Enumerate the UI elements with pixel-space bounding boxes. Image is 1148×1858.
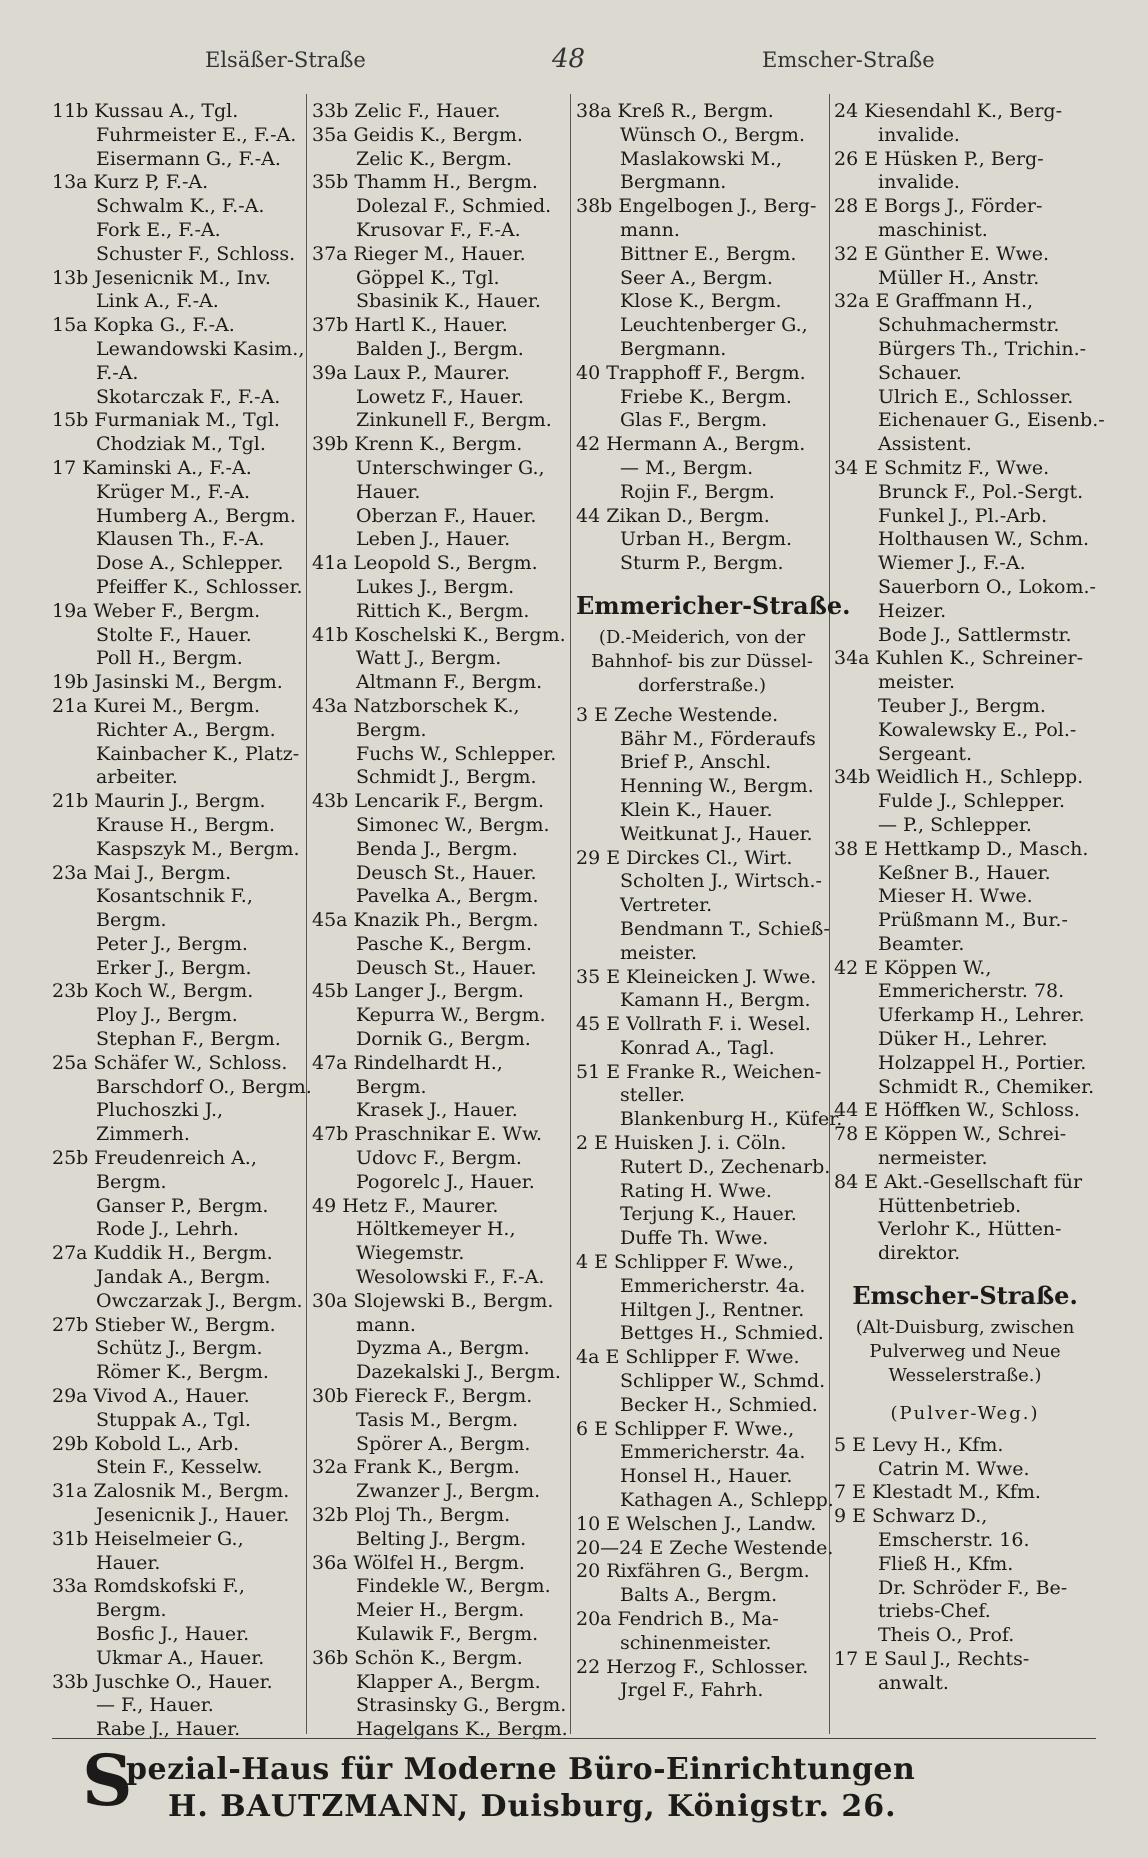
directory-entry: Sturm P., Bergm. [620, 552, 784, 575]
directory-entry: Bähr M., Förderaufs [620, 727, 816, 750]
directory-entry: Funkel J., Pl.-Arb. [878, 504, 1048, 527]
directory-entry: Teuber J., Bergm. [878, 694, 1046, 717]
directory-entry: 41b Koschelski K., Bergm. [312, 623, 566, 646]
directory-entry: 23a Mai J., Bergm. [52, 861, 232, 884]
directory-entry: Dornik G., Bergm. [356, 1028, 531, 1051]
directory-entry: 37b Hartl K., Hauer. [312, 314, 508, 337]
directory-entry: Jesenicnik J., Hauer. [96, 1504, 290, 1527]
directory-entry: Becker H., Schmied. [620, 1393, 818, 1416]
directory-entry: meister. [878, 671, 956, 694]
directory-entry: Uferkamp H., Lehrer. [878, 1004, 1085, 1027]
directory-entry: Chodziak M., Tgl. [96, 433, 266, 456]
directory-entry: Udovc F., Bergm. [356, 1147, 522, 1170]
directory-entry: Klein K., Hauer. [620, 798, 773, 821]
advertisement [82, 1739, 1096, 1824]
directory-entry: Fork E., F.-A. [96, 218, 221, 241]
directory-entry: 21b Maurin J., Bergm. [52, 790, 266, 813]
directory-entry: 45a Knazik Ph., Bergm. [312, 909, 539, 932]
directory-entry: Stolte F., Hauer. [96, 623, 252, 646]
directory-entry: Dolezal F., Schmied. [356, 195, 552, 218]
directory-entry: 28 E Borgs J., Förder- [834, 195, 1043, 218]
directory-entry: Kaspszyk M., Bergm. [96, 837, 300, 860]
directory-entry: Müller H., Anstr. [878, 266, 1040, 289]
directory-entry: Seer A., Bergm. [620, 266, 773, 289]
directory-entry: Hauer. [356, 480, 421, 503]
directory-entry: 78 E Köppen W., Schrei- [834, 1123, 1067, 1146]
directory-entry: Bergm. [356, 718, 427, 741]
directory-entry: Lowetz F., Hauer. [356, 385, 525, 408]
directory-entry: Glas F., Bergm. [620, 409, 768, 432]
directory-entry: Rode J., Lehrh. [96, 1218, 239, 1241]
directory-entry: Erker J., Bergm. [96, 956, 252, 979]
directory-entry: Poll H., Bergm. [96, 647, 243, 670]
directory-entry: Pfeiffer K., Schlosser. [96, 575, 303, 598]
directory-entry: Fließ H., Kfm. [878, 1552, 1014, 1575]
directory-entry: Benda J., Bergm. [356, 837, 518, 860]
directory-entry: Heizer. [878, 599, 947, 622]
directory-entry: Jandak A., Bergm. [96, 1266, 271, 1289]
directory-entry: Schuhmachermstr. [878, 314, 1060, 337]
directory-entry: Verlohr K., Hütten- [878, 1218, 1062, 1241]
directory-entry: Duffe Th. Wwe. [620, 1227, 769, 1250]
directory-entry: Mieser H. Wwe. [878, 885, 1033, 908]
directory-entry: Dazekalski J., Bergm. [356, 1361, 561, 1384]
directory-entry: Deusch St., Hauer. [356, 956, 537, 979]
directory-entry: Kamann H., Bergm. [620, 989, 811, 1012]
directory-entry: Fuhrmeister E., F.-A. [96, 123, 297, 146]
column-3 [576, 100, 851, 1725]
directory-entry: Strasinsky G., Bergm. [356, 1694, 567, 1717]
directory-entry: Kainbacher K., Platz- [96, 742, 300, 765]
directory-entry: direktor. [878, 1242, 961, 1265]
directory-entry: 37a Rieger M., Hauer. [312, 242, 526, 265]
directory-entry: 24 Kiesendahl K., Berg- [834, 100, 1062, 122]
directory-entry: 27b Stieber W., Bergm. [52, 1313, 276, 1336]
directory-entry: Konrad A., Tagl. [620, 1036, 775, 1059]
directory-entry: Bittner E., Bergm. [620, 242, 797, 265]
directory-entry: Prüßmann M., Bur.- [878, 909, 1068, 932]
directory-entry: nermeister. [878, 1147, 988, 1170]
directory-entry: 84 E Akt.-Gesellschaft für [834, 1170, 1083, 1193]
directory-entry: 4a E Schlipper F. Wwe. [576, 1346, 800, 1369]
directory-entry: Bendmann T., Schieß- [620, 917, 830, 940]
directory-entry: Terjung K., Hauer. [620, 1203, 797, 1226]
directory-entry: Zimmerh. [96, 1123, 190, 1146]
street-subtitle-emscher: (Pulver-Weg.) [890, 1402, 1040, 1424]
directory-entry: Weitkunat J., Hauer. [620, 822, 813, 845]
directory-entry: 9 E Schwarz D., [834, 1505, 988, 1528]
directory-entry: Römer K., Bergm. [96, 1361, 269, 1384]
directory-entry: Stein F., Kesselw. [96, 1456, 263, 1479]
directory-entry: Vertreter. [620, 894, 713, 917]
directory-entry: 11b Kussau A., Tgl. [52, 100, 239, 122]
street-note-emmericher: (D.-Meiderich, von der Bahnhof- bis zur Düssel-dorferstraße.) [590, 626, 814, 696]
directory-entry: Fulde J., Schlepper. [878, 790, 1066, 813]
directory-entry: 45b Langer J., Bergm. [312, 980, 524, 1003]
directory-entry: Rabe J., Hauer. [96, 1718, 241, 1741]
directory-entry: 21a Kurei M., Bergm. [52, 694, 261, 717]
directory-entry: Krasek J., Hauer. [356, 1099, 518, 1122]
directory-entry: invalide. [878, 123, 960, 146]
directory-entry: 29a Vivod A., Hauer. [52, 1385, 250, 1408]
directory-entry: Bürgers Th., Trichin.- [878, 337, 1087, 360]
street-title-emscher: Emscher-Straße. [852, 1281, 1078, 1311]
directory-entry: Theis O., Prof. [878, 1624, 1015, 1647]
directory-entry: Holzappel H., Portier. [878, 1051, 1087, 1074]
column-4-entries [834, 100, 1105, 1266]
directory-entry: Lewandowski Kasim., [96, 337, 305, 360]
directory-entry: 22 Herzog F., Schlosser. [576, 1655, 809, 1678]
directory-entry: mann. [620, 218, 680, 241]
directory-entry: 3 E Zeche Westende. [576, 703, 779, 726]
directory-entry: — P., Schlepper. [878, 813, 1032, 836]
directory-entry: Sergeant. [878, 742, 972, 765]
directory-entry: Tasis M., Bergm. [356, 1408, 519, 1431]
directory-entry: Klapper A., Bergm. [356, 1670, 541, 1693]
directory-entry: 34 E Schmitz F., Wwe. [834, 456, 1050, 479]
directory-entry: 38b Engelbogen J., Berg- [576, 195, 817, 218]
directory-entry: Unterschwinger G., [356, 456, 545, 479]
directory-entry: 35 E Kleineicken J. Wwe. [576, 965, 817, 988]
directory-entry: Zelic K., Bergm. [356, 147, 513, 170]
advert-rule [52, 1738, 1096, 1739]
directory-entry: Hiltgen J., Rentner. [620, 1298, 805, 1321]
directory-entry: Bergmann. [620, 171, 727, 194]
directory-entry: Balden J., Bergm. [356, 337, 524, 360]
directory-entry: Skotarczak F., F.-A. [96, 385, 281, 408]
header-right-street: Emscher-Straße [762, 48, 935, 72]
directory-entry: Deusch St., Hauer. [356, 861, 537, 884]
directory-entry: Blankenburg H., Küfer. [620, 1108, 843, 1131]
column-3-entries [576, 100, 828, 576]
directory-entry: 20a Fendrich B., Ma- [576, 1608, 779, 1631]
directory-entry: 20—24 E Zeche Westende. [576, 1536, 834, 1559]
directory-entry: Schauer. [878, 361, 962, 384]
directory-entry: Hüttenbetrieb. [878, 1194, 1022, 1217]
directory-entry: 33b Juschke O., Hauer. [52, 1670, 273, 1693]
directory-entry: 13a Kurz P, F.-A. [52, 171, 209, 194]
directory-entry: Schuster F., Schloss. [96, 242, 296, 265]
directory-entry: Brunck F., Pol.-Sergt. [878, 480, 1084, 503]
directory-entry: Rojin F., Bergm. [620, 480, 775, 503]
directory-entry: F.-A. [96, 361, 139, 384]
directory-entry: Emmericherstr. 78. [878, 980, 1065, 1003]
directory-entry: Emmericherstr. 4a. [620, 1441, 806, 1464]
directory-entry: Kosantschnik F., [96, 885, 253, 908]
directory-entry: Urban H., Bergm. [620, 528, 793, 551]
directory-entry: Schlipper W., Schmd. [620, 1370, 826, 1393]
directory-entry: Beamter. [878, 932, 965, 955]
directory-entry: Wiemer J., F.-A. [878, 552, 1026, 575]
directory-entry: Kathagen A., Schlepp. [620, 1489, 834, 1512]
emmericher-entries [576, 703, 843, 1703]
directory-entry: Bode J., Sattlermstr. [878, 623, 1072, 646]
directory-entry: Hagelgans K., Bergm. [356, 1718, 568, 1741]
directory-entry: 36b Schön K., Bergm. [312, 1646, 523, 1669]
directory-entry: Link A., F.-A. [96, 290, 219, 313]
directory-entry: Zinkunell F., Bergm. [356, 409, 552, 432]
column-divider [306, 94, 307, 1734]
directory-entry: 42 E Köppen W., [834, 956, 992, 979]
street-note-emscher: (Alt-Duisburg, zwischen Pulverweg und Neue Wesselerstraße.) [855, 1316, 1075, 1386]
directory-entry: 44 Zikan D., Bergm. [576, 504, 770, 527]
directory-entry: 49 Hetz F., Maurer. [312, 1194, 499, 1217]
directory-entry: Krusovar F., F.-A. [356, 218, 521, 241]
directory-entry: 32b Ploj Th., Bergm. [312, 1504, 511, 1527]
directory-entry: Bergm. [96, 1170, 167, 1193]
directory-entry: 32 E Günther E. Wwe. [834, 242, 1050, 265]
directory-entry: 10 E Welschen J., Landw. [576, 1512, 817, 1535]
directory-entry: Schütz J., Bergm. [96, 1337, 263, 1360]
directory-entry: Klausen Th., F.-A. [96, 528, 265, 551]
directory-entry: Simonec W., Bergm. [356, 813, 550, 836]
directory-entry: Owczarzak J., Bergm. [96, 1289, 303, 1312]
directory-entry: 6 E Schlipper F. Wwe., [576, 1417, 795, 1440]
directory-entry: Scholten J., Wirtsch.- [620, 870, 822, 893]
directory-entry: Höltkemeyer H., [356, 1218, 516, 1241]
directory-entry: Bergm. [356, 1075, 427, 1098]
directory-entry: anwalt. [878, 1671, 949, 1694]
column-divider [570, 94, 571, 1734]
directory-entry: Wünsch O., Bergm. [620, 123, 805, 146]
directory-entry: 15b Furmaniak M., Tgl. [52, 409, 280, 432]
directory-entry: Brief P., Anschl. [620, 751, 772, 774]
directory-entry: arbeiter. [96, 766, 178, 789]
directory-entry: Ganser P., Bergm. [96, 1194, 269, 1217]
directory-entry: 2 E Huisken J. i. Cöln. [576, 1132, 787, 1155]
directory-entry: Watt J., Bergm. [356, 647, 502, 670]
directory-entry: 15a Kopka G., F.-A. [52, 314, 235, 337]
directory-entry: Kepurra W., Bergm. [356, 1004, 546, 1027]
directory-entry: Holthausen W., Schm. [878, 528, 1090, 551]
directory-entry: Lukes J., Bergm. [356, 575, 515, 598]
directory-entry: schinenmeister. [620, 1631, 772, 1654]
advert-line-2: H. BAUTZMANN, Duisburg, Königstr. 26. [168, 1789, 897, 1824]
directory-entry: 40 Trapphoff F., Bergm. [576, 361, 806, 384]
column-divider [829, 94, 830, 1734]
directory-entry: Meier H., Bergm. [356, 1599, 525, 1622]
directory-entry: Ulrich E., Schlosser. [878, 385, 1074, 408]
directory-entry: Krause H., Bergm. [96, 813, 276, 836]
directory-entry: 7 E Klestadt M., Kfm. [834, 1481, 1041, 1504]
directory-entry: Bosfic J., Hauer. [96, 1623, 250, 1645]
page-number: 48 [552, 44, 586, 74]
directory-entry: Dyzma A., Bergm. [356, 1337, 530, 1360]
directory-entry: — F., Hauer. [96, 1694, 214, 1717]
directory-entry: Emmericherstr. 4a. [620, 1274, 806, 1297]
directory-entry: 35b Thamm H., Bergm. [312, 171, 538, 194]
directory-entry: Eichenauer G., Eisenb.- [878, 409, 1105, 432]
directory-entry: 31b Heiselmeier G., [52, 1527, 244, 1550]
directory-entry: 47a Rindelhardt H., [312, 1051, 503, 1074]
directory-entry: Rittich K., Bergm. [356, 599, 530, 622]
directory-entry: 39a Laux P., Maurer. [312, 361, 510, 384]
directory-entry: Göppel K., Tgl. [356, 266, 500, 289]
directory-entry: 33a Romdskofski F., [52, 1575, 245, 1598]
directory-entry: 31a Zalosnik M., Bergm. [52, 1480, 290, 1503]
directory-entry: Findekle W., Bergm. [356, 1575, 551, 1598]
directory-entry: 20 Rixfähren G., Bergm. [576, 1560, 810, 1583]
directory-entry: steller. [620, 1084, 686, 1107]
directory-entry: 43b Lencarik F., Bergm. [312, 790, 545, 813]
directory-entry: 19a Weber F., Bergm. [52, 599, 261, 622]
directory-entry: Friebe K., Bergm. [620, 385, 792, 408]
directory-entry: 25b Freudenreich A., [52, 1147, 257, 1170]
column-2 [312, 100, 570, 1741]
directory-entry: 35a Geidis K., Bergm. [312, 123, 523, 146]
directory-entry: 5 E Levy H., Kfm. [834, 1433, 1004, 1456]
directory-entry: Henning W., Bergm. [620, 775, 814, 798]
directory-entry: Bettges H., Schmied. [620, 1322, 824, 1345]
directory-entry: Wiegemstr. [356, 1242, 465, 1265]
running-head [0, 44, 1148, 88]
column-1 [52, 100, 312, 1741]
directory-entry: Krüger M., F.-A. [96, 480, 251, 503]
directory-entry: meister. [620, 941, 698, 964]
emscher-entries [834, 1434, 1096, 1696]
directory-entry: 33b Zelic F., Hauer. [312, 100, 501, 122]
directory-entry: 17 E Saul J., Rechts- [834, 1648, 1030, 1671]
directory-entry: 34b Weidlich H., Schlepp. [834, 766, 1084, 789]
directory-entry: Eisermann G., F.-A. [96, 147, 281, 170]
directory-entry: Spörer A., Bergm. [356, 1432, 531, 1455]
directory-entry: Emscherstr. 16. [878, 1529, 1030, 1552]
directory-entry: Pluchoszki J., [96, 1099, 224, 1122]
column-4 [834, 100, 1105, 1725]
directory-entry: Ukmar A., Hauer. [96, 1646, 265, 1669]
directory-entry: 32a Frank K., Bergm. [312, 1456, 520, 1479]
directory-entry: Schmidt R., Chemiker. [878, 1075, 1095, 1098]
directory-entry: Peter J., Bergm. [96, 932, 248, 955]
directory-entry: Dose A., Schlepper. [96, 552, 284, 575]
directory-entry: 23b Koch W., Bergm. [52, 980, 254, 1003]
directory-entry: Jrgel F., Fahrh. [620, 1679, 764, 1702]
advert-initial: S [82, 1739, 134, 1822]
directory-entry: invalide. [878, 171, 960, 194]
directory-entry: 25a Schäfer W., Schloss. [52, 1051, 288, 1074]
directory-entry: 26 E Hüsken P., Berg- [834, 147, 1044, 170]
street-title-emmericher: Emmericher-Straße. [576, 590, 851, 620]
directory-entry: Bergmann. [620, 337, 727, 360]
directory-entry: 47b Praschnikar E. Ww. [312, 1123, 543, 1146]
directory-entry: Keßner B., Hauer. [878, 861, 1051, 884]
directory-entry: Stuppak A., Tgl. [96, 1408, 251, 1431]
header-left-street: Elsäßer-Straße [205, 48, 366, 72]
directory-entry: Sauerborn O., Lokom.- [878, 575, 1096, 598]
directory-entry: 38a Kreß R., Bergm. [576, 100, 774, 122]
directory-entry: Richter A., Bergm. [96, 718, 276, 741]
directory-entry: Assistent. [878, 433, 972, 456]
directory-entry: Düker H., Lehrer. [878, 1028, 1048, 1051]
advert-line-1-text: pezial-Haus für Moderne Büro-Einrichtungen [126, 1752, 916, 1787]
directory-entry: Sbasinik K., Hauer. [356, 290, 541, 313]
directory-entry: Barschdorf O., Bergm. [96, 1075, 312, 1098]
directory-entry: triebs-Chef. [878, 1600, 991, 1623]
directory-entry: 34a Kuhlen K., Schreiner- [834, 647, 1083, 670]
directory-entry: 38 E Hettkamp D., Masch. [834, 837, 1089, 860]
directory-entry: Schwalm K., F.-A. [96, 195, 265, 218]
directory-entry: 39b Krenn K., Bergm. [312, 433, 523, 456]
directory-entry: 43a Natzborschek K., [312, 694, 520, 717]
directory-entry: 36a Wölfel H., Bergm. [312, 1551, 525, 1574]
directory-entry: 17 Kaminski A., F.-A. [52, 456, 252, 479]
directory-entry: Pavelka A., Bergm. [356, 885, 539, 908]
directory-entry: Belting J., Bergm. [356, 1527, 527, 1550]
directory-entry: Hauer. [96, 1551, 161, 1574]
directory-entry: 27a Kuddik H., Bergm. [52, 1242, 273, 1265]
directory-entry: Catrin M. Wwe. [878, 1457, 1030, 1480]
directory-entry: Honsel H., Hauer. [620, 1465, 793, 1488]
directory-entry: Oberzan F., Hauer. [356, 504, 537, 527]
directory-entry: Schmidt J., Bergm. [356, 766, 537, 789]
directory-entry: Kulawik F., Bergm. [356, 1623, 539, 1645]
directory-entry: mann. [356, 1313, 416, 1336]
directory-entry: Pogorelc J., Hauer. [356, 1170, 535, 1193]
directory-entry: 19b Jasinski M., Bergm. [52, 671, 283, 694]
directory-entry: — M., Bergm. [620, 456, 754, 479]
directory-entry: Klose K., Bergm. [620, 290, 782, 313]
directory-entry: Leuchtenberger G., [620, 314, 808, 337]
directory-entry: 42 Hermann A., Bergm. [576, 433, 806, 456]
directory-entry: 30a Slojewski B., Bergm. [312, 1289, 554, 1312]
directory-entry: Rating H. Wwe. [620, 1179, 772, 1202]
directory-entry: 29b Kobold L., Arb. [52, 1432, 240, 1455]
directory-entry: maschinist. [878, 218, 988, 241]
directory-entry: Stephan F., Bergm. [96, 1028, 281, 1051]
directory-entry: Dr. Schröder F., Be- [878, 1576, 1068, 1599]
directory-entry: Bergm. [96, 1599, 167, 1622]
directory-entry: 32a E Graffmann H., [834, 290, 1034, 313]
directory-entry: Zwanzer J., Bergm. [356, 1480, 541, 1503]
directory-entry: 41a Leopold S., Bergm. [312, 552, 538, 575]
directory-entry: 29 E Dirckes Cl., Wirt. [576, 846, 793, 869]
directory-entry: 13b Jesenicnik M., Inv. [52, 266, 271, 289]
directory-entry: Wesolowski F., F.-A. [356, 1266, 545, 1289]
directory-entry: Ploy J., Bergm. [96, 1004, 238, 1027]
directory-entry: Fuchs W., Schlepper. [356, 742, 557, 765]
directory-entry: Bergm. [96, 909, 167, 932]
directory-entry: Balts A., Bergm. [620, 1584, 778, 1607]
directory-entry: Pasche K., Bergm. [356, 932, 532, 955]
directory-entry: 4 E Schlipper F. Wwe., [576, 1251, 795, 1274]
directory-entry: 51 E Franke R., Weichen- [576, 1060, 822, 1083]
directory-entry: Kowalewsky E., Pol.- [878, 718, 1077, 741]
directory-entry: 45 E Vollrath F. i. Wesel. [576, 1013, 811, 1036]
directory-entry: Humberg A., Bergm. [96, 504, 296, 527]
directory-entry: Leben J., Hauer. [356, 528, 511, 551]
directory-entry: Maslakowski M., [620, 147, 783, 170]
directory-entry: 44 E Höffken W., Schloss. [834, 1099, 1080, 1122]
directory-entry: Altmann F., Bergm. [356, 671, 543, 694]
directory-entry: Rutert D., Zechenarb. [620, 1155, 831, 1178]
directory-entry: 30b Fiereck F., Bergm. [312, 1385, 533, 1408]
